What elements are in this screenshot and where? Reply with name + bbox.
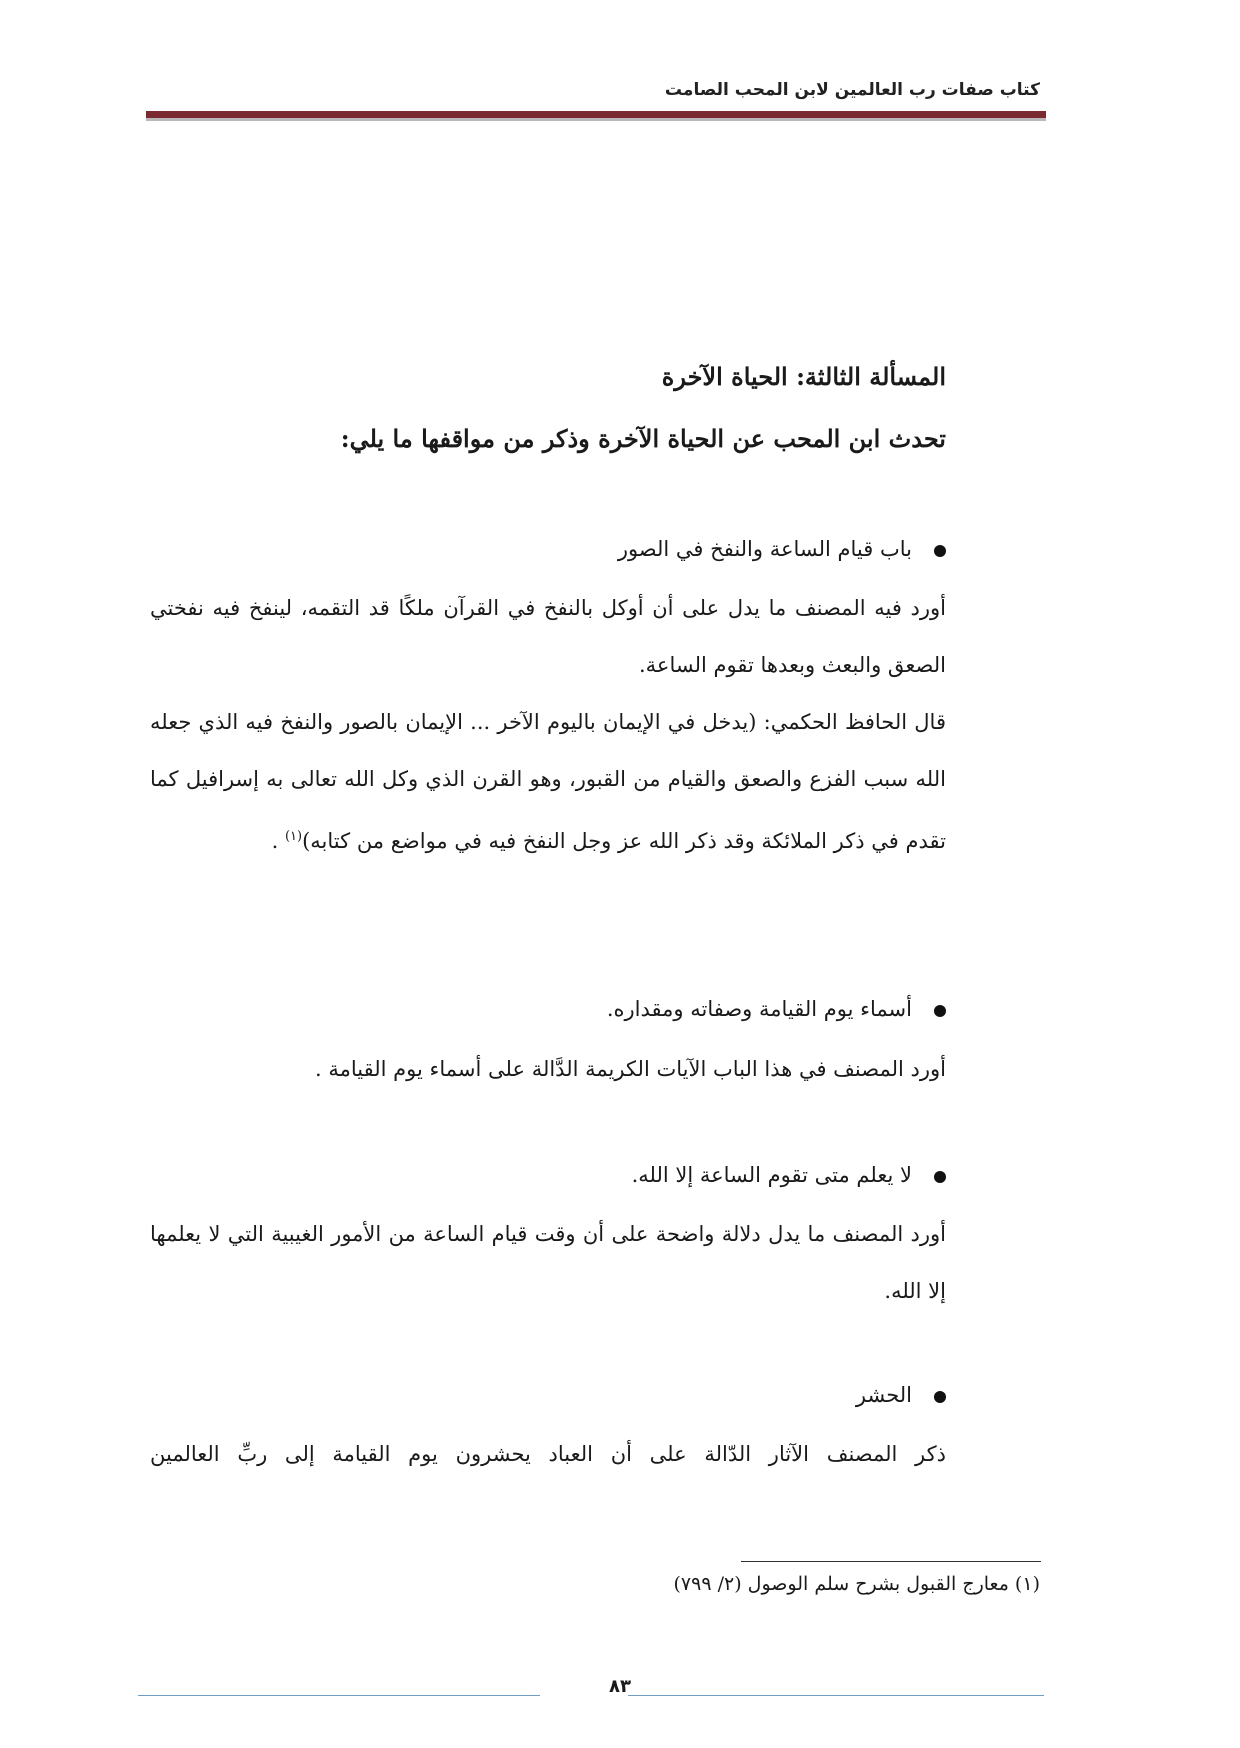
list-item-heading: لا يعلم متى تقوم الساعة إلا الله. [632, 1163, 946, 1187]
section-intro: تحدث ابن المحب عن الحياة الآخرة وذكر من مواقفها ما يلي: [340, 424, 946, 453]
running-title: كتاب صفات رب العالمين لابن المحب الصامت [664, 80, 1040, 100]
list-item-heading: أسماء يوم القيامة وصفاته ومقداره. [607, 997, 946, 1021]
bullet-icon [934, 1005, 946, 1017]
footnote: (١) معارج القبول بشرح سلم الوصول (٢/ ٧٩٩) [673, 1573, 1040, 1595]
bullet-icon [934, 545, 946, 557]
list-item-heading: باب قيام الساعة والنفخ في الصور [618, 537, 946, 561]
section-title: المسألة الثالثة: الحياة الآخرة [661, 362, 946, 391]
footer-rule-left [138, 1695, 540, 1696]
list-item-body: أورد المصنف ما يدل دلالة واضحة على أن وقت قيام الساعة من الأمور الغيبية التي لا يعلمها إلا الله. [150, 1222, 946, 1303]
bullet-icon [934, 1171, 946, 1183]
list-item-body: أورد فيه المصنف ما يدل على أن أوكل بالنفخ في القرآن ملكًا قد التقمه، لينفخ فيه نفختي الصعق والبعث وبعدها تقوم الساعة. [150, 596, 946, 677]
list-item-heading: الحشر [856, 1383, 946, 1407]
header-rule [146, 111, 1046, 121]
bullet-icon [934, 1391, 946, 1403]
footer-rule-right [628, 1695, 1044, 1696]
list-item-body: أورد المصنف في هذا الباب الآيات الكريمة الدَّالة على أسماء يوم القيامة . [315, 1057, 946, 1081]
page-number: ٨٣ [609, 1676, 631, 1697]
footnote-ref: (١) [284, 829, 303, 844]
list-item-body: ذكر المصنف الآثار الدّالة على أن العباد يحشرون يوم القيامة إلى ربِّ العالمين [150, 1442, 946, 1466]
footnote-rule [741, 1561, 1041, 1562]
quotation: قال الحافظ الحكمي: (يدخل في الإيمان باليوم الآخر ... الإيمان بالصور والنفخ فيه الذي جعله الله سبب الفزع والصعق والقيام من القبور، وهو القرن الذي وكل الله تعالى به إسرافيل كما تقدم في ذكر الملائكة وقد ذكر الله عز وجل النفخ فيه في مواضع من كتابه)$^{(١)}$ . [150, 710, 946, 853]
